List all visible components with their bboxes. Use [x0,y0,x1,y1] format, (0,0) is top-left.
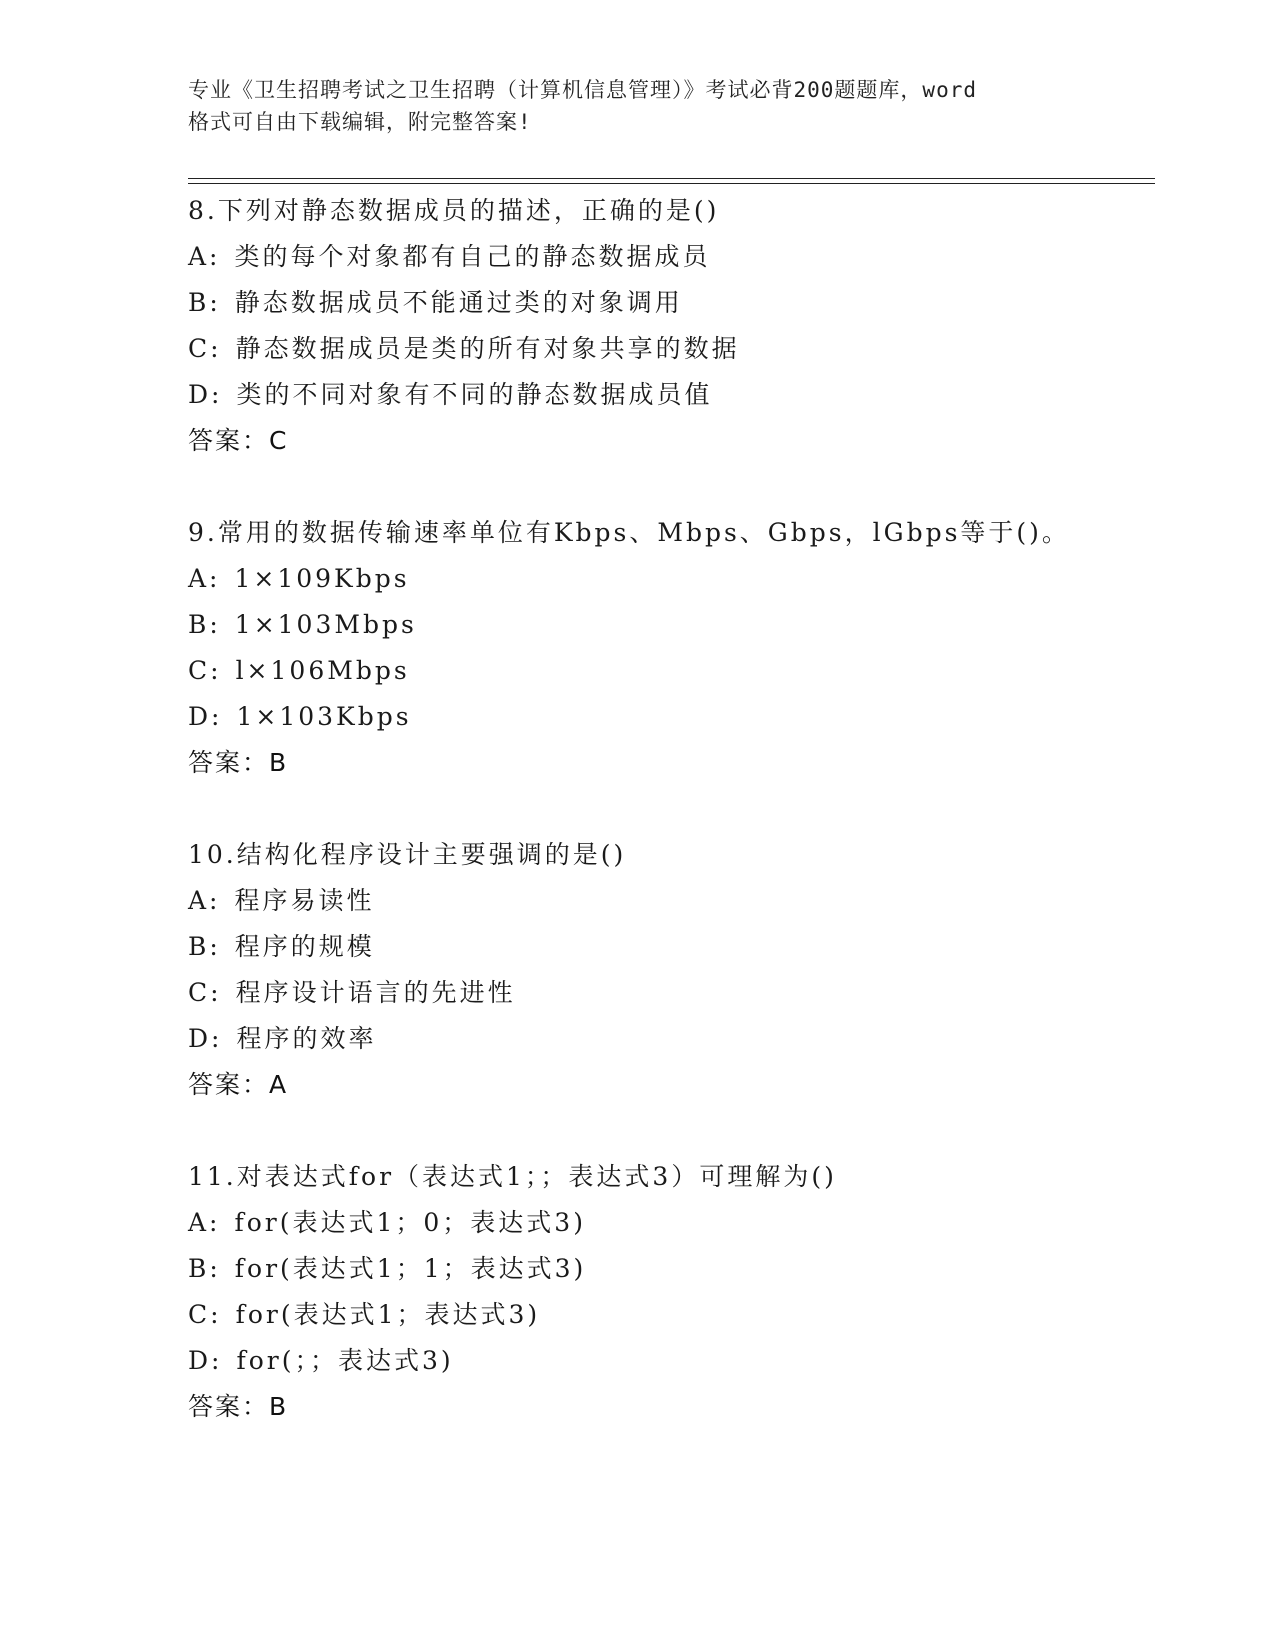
option-key: B: [188,932,221,961]
option-c [188,1292,1148,1338]
option-a [188,878,1148,924]
option-text: 1×109Kbps [234,564,410,593]
option-a [188,556,1148,602]
option-key: C: [188,334,222,363]
header-divider-top [188,178,1155,179]
option-b [188,280,1148,326]
option-text: for(表达式1；1；表达式3) [234,1254,587,1283]
option-d [188,372,1148,418]
option-text: 程序的效率 [236,1024,377,1053]
option-text: 1×103Mbps [234,610,417,639]
option-b [188,924,1148,970]
question-list [188,188,1148,1476]
option-text: for(；；表达式3) [236,1346,454,1375]
option-a [188,1200,1148,1246]
option-text: 静态数据成员是类的所有对象共享的数据 [235,334,740,363]
option-key: A: [188,242,221,271]
option-c [188,648,1148,694]
header-line-1: 专业《卫生招聘考试之卫生招聘（计算机信息管理）》考试必背200题题库，word [188,78,977,102]
answer-line: 答案：B [188,1392,289,1421]
option-key: D: [188,380,223,409]
question-block [188,510,1148,786]
option-d [188,694,1148,740]
option-a [188,234,1148,280]
option-c [188,970,1148,1016]
option-key: C: [188,978,222,1007]
option-key: A: [188,1208,221,1237]
option-key: B: [188,1254,221,1283]
option-c [188,326,1148,372]
option-text: 程序设计语言的先进性 [235,978,516,1007]
option-text: 1×103Kbps [236,702,412,731]
option-text: 程序易读性 [234,886,375,915]
option-key: D: [188,1024,223,1053]
question-block [188,1154,1148,1430]
answer-line: 答案：A [188,1070,289,1099]
option-d [188,1338,1148,1384]
header-line-2: 格式可自由下载编辑，附完整答案! [188,110,532,134]
option-text: 类的不同对象有不同的静态数据成员值 [236,380,713,409]
option-text: 静态数据成员不能通过类的对象调用 [234,288,683,317]
option-text: l×106Mbps [235,656,410,685]
answer-line: 答案：C [188,426,289,455]
option-key: B: [188,288,221,317]
option-key: A: [188,886,221,915]
option-key: A: [188,564,221,593]
question-block [188,832,1148,1108]
option-key: C: [188,1300,222,1329]
option-key: D: [188,1346,223,1375]
option-b [188,1246,1148,1292]
question-stem: 8.下列对静态数据成员的描述，正确的是() [188,196,720,225]
option-b [188,602,1148,648]
header-divider-bottom [188,183,1155,184]
document-header [188,74,1088,138]
question-stem: 9.常用的数据传输速率单位有Kbps、Mbps、Gbps，lGbps等于()。 [188,518,1070,547]
answer-line: 答案：B [188,748,289,777]
option-text: 程序的规模 [234,932,375,961]
option-text: 类的每个对象都有自己的静态数据成员 [234,242,711,271]
option-text: for(表达式1；0；表达式3) [234,1208,586,1237]
option-text: for(表达式1；表达式3) [235,1300,541,1329]
option-key: B: [188,610,221,639]
option-key: C: [188,656,222,685]
question-block [188,188,1148,464]
question-stem: 10.结构化程序设计主要强调的是() [188,840,627,869]
option-key: D: [188,702,223,731]
option-d [188,1016,1148,1062]
question-stem: 11.对表达式for（表达式1；；表达式3）可理解为() [188,1162,837,1191]
